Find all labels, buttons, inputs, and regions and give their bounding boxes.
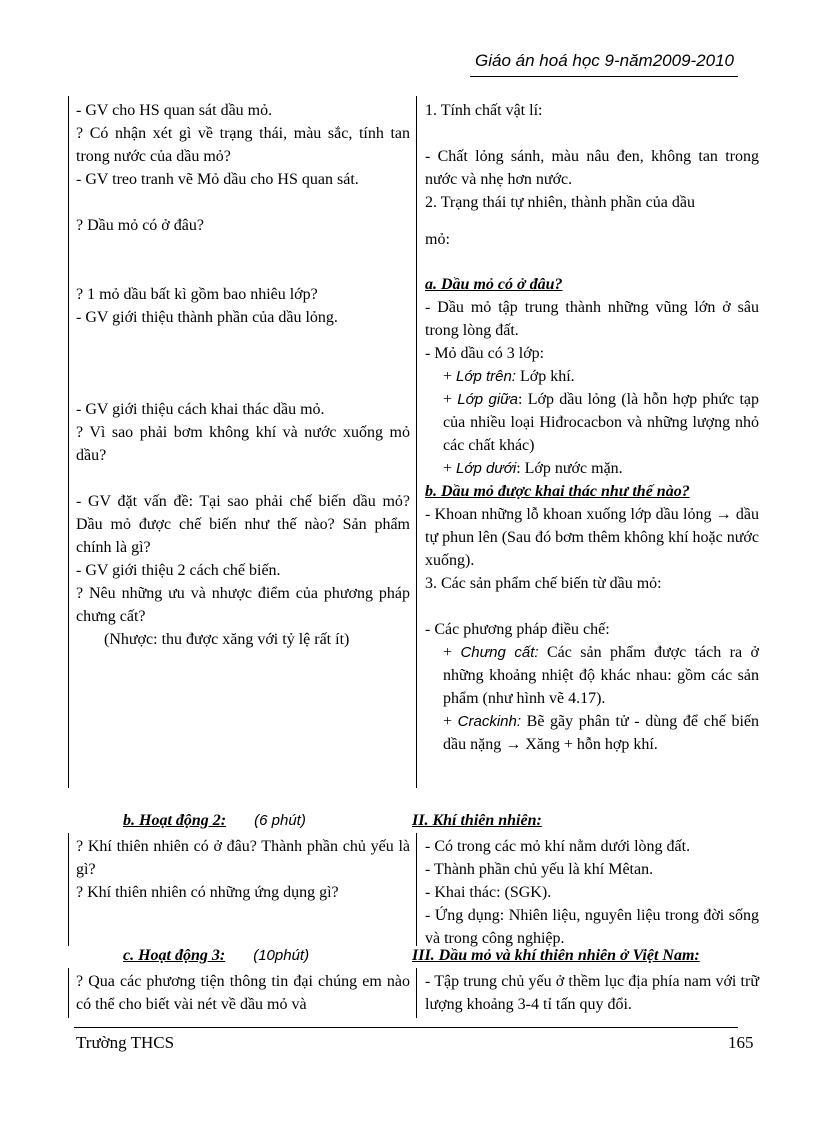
section1-teacher-column bbox=[76, 99, 410, 651]
table-left-border bbox=[68, 833, 69, 946]
section1-left-line: ? Dầu mỏ có ở đâu? bbox=[76, 217, 204, 234]
layer-bottom-line bbox=[425, 457, 759, 480]
table-column-divider bbox=[416, 968, 417, 1018]
layer-label: Lớp giữa bbox=[457, 391, 519, 408]
section1-right-line: mỏ: bbox=[425, 231, 450, 248]
activity2-right-line: - Có trong các mỏ khí nằm dưới lòng đất. bbox=[425, 838, 691, 855]
section1-left-line: ? Nêu những ưu và nhược điểm của phương pháp chưng cất? bbox=[76, 585, 410, 625]
activity2-title bbox=[123, 812, 306, 830]
method-label: Chưng cất: bbox=[460, 644, 539, 661]
layer-label: Lớp trên: bbox=[456, 368, 516, 385]
activity2-right-line: - Ứng dụng: Nhiên liệu, nguyên liệu trong đời sống và trong công nghiệp. bbox=[425, 907, 759, 947]
section1-left-line: - GV cho HS quan sát dầu mỏ. bbox=[76, 102, 273, 119]
section1-left-line: - GV đặt vấn đề: Tại sao phải chế biến dầu mỏ? Dầu mỏ được chế biến như thế nào? Sản phẩm chính là gì? bbox=[76, 493, 410, 556]
activity2-time: (6 phút) bbox=[254, 812, 306, 829]
method-cracking bbox=[425, 710, 759, 756]
subheading-a bbox=[425, 273, 759, 296]
section1-right-line: - Các phương pháp điều chế: bbox=[425, 621, 610, 638]
method-text: Bẽ gãy phân tử - dùng để chế biến dầu nặng → Xăng + hỗn hợp khí. bbox=[443, 713, 759, 753]
layer-text: : Lớp nước mặn. bbox=[516, 460, 623, 477]
section1-left-line: - GV treo tranh vẽ Mỏ dầu cho HS quan sát. bbox=[76, 171, 359, 188]
method-distillation bbox=[425, 641, 759, 710]
footer-rule bbox=[74, 1027, 738, 1028]
section1-left-line: (Nhược: thu được xăng với tỷ lệ rất ít) bbox=[104, 631, 350, 648]
section1-right-line: - Chất lỏng sánh, màu nâu đen, không tan trong nước và nhẹ hơn nước. bbox=[425, 148, 759, 188]
layer-text: Lớp khí. bbox=[515, 368, 575, 385]
section1-right-line: - Dầu mỏ tập trung thành những vũng lớn ở sâu trong lòng đất. bbox=[425, 299, 759, 339]
table-column-divider bbox=[416, 833, 417, 946]
section1-student-column bbox=[425, 99, 759, 756]
layer-label: Lớp dưới bbox=[456, 460, 517, 477]
bullet: + bbox=[443, 713, 458, 730]
activity2-left-line: ? Khí thiên nhiên có những ứng dụng gì? bbox=[76, 884, 339, 901]
activity3-label: c. Hoạt động 3: bbox=[123, 947, 226, 964]
section1-left-line: ? 1 mỏ dầu bất kì gồm bao nhiêu lớp? bbox=[76, 286, 318, 303]
activity3-left-line: ? Qua các phương tiện thông tin đại chúng em nào có thể cho biết vài nét về dầu mỏ và bbox=[76, 973, 410, 1013]
section1-right-line: 1. Tính chất vật lí: bbox=[425, 102, 543, 119]
section1-left-line: ? Vì sao phải bơm không khí và nước xuống mỏ dầu? bbox=[76, 424, 410, 464]
footer-school: Trường THCS bbox=[76, 1033, 175, 1052]
activity2-question-column bbox=[76, 835, 410, 904]
method-label: Crackinh: bbox=[457, 713, 522, 730]
section1-right-line: 2. Trạng thái tự nhiên, thành phần của dầu bbox=[425, 194, 695, 211]
bullet: + bbox=[443, 644, 461, 661]
section1-right-line: - Khoan những lỗ khoan xuống lớp dầu lỏng → dầu tự phun lên (Sau đó bơm thêm không khí hoặc nước xuống). bbox=[425, 506, 759, 569]
subheading-b bbox=[425, 480, 759, 503]
activity3-answer-column bbox=[425, 970, 759, 1016]
table-left-border bbox=[68, 968, 69, 1018]
activity2-left-line: ? Khí thiên nhiên có ở đâu? Thành phần chủ yếu là gì? bbox=[76, 838, 410, 878]
activity3-right-line: - Tập trung chủ yếu ở thềm lục địa phía nam với trữ lượng khoảng 3-4 tỉ tấn quy đổi. bbox=[425, 973, 759, 1013]
section1-left-line: - GV giới thiệu thành phần của dầu lỏng. bbox=[76, 309, 338, 326]
bullet: + bbox=[443, 460, 457, 477]
table-column-divider bbox=[416, 96, 417, 788]
method-text: Các sản phẩm được tách ra ở những khoảng nhiệt độ khác nhau: gồm các sản phẩm (như hình vẽ 4.17). bbox=[443, 644, 759, 707]
activity2-heading: II. Khí thiên nhiên: bbox=[412, 812, 542, 829]
header-underline bbox=[470, 76, 738, 77]
table-left-border bbox=[68, 96, 69, 788]
page-number: 165 bbox=[728, 1033, 754, 1052]
layer-middle-line bbox=[425, 388, 759, 457]
section1-left-line: ? Có nhận xét gì về trạng thái, màu sắc, tính tan trong nước của dầu mỏ? bbox=[76, 125, 410, 165]
activity2-right-line: - Thành phần chủ yếu là khí Mêtan. bbox=[425, 861, 654, 878]
section1-right-line: 3. Các sản phẩm chế biến từ dầu mỏ: bbox=[425, 575, 662, 592]
subheading-b-text: b. Dầu mỏ được khai thác như thế nào? bbox=[425, 483, 690, 500]
activity2-answer-column bbox=[425, 835, 759, 950]
bullet: + bbox=[443, 391, 458, 408]
bullet: + bbox=[443, 368, 457, 385]
section1-left-line: - GV giới thiệu 2 cách chế biến. bbox=[76, 562, 281, 579]
page-header: Giáo án hoá học 9-năm2009-2010 bbox=[475, 51, 734, 70]
subheading-a-text: a. Dầu mỏ có ở đâu? bbox=[425, 276, 563, 293]
activity3-time: (10phút) bbox=[253, 947, 310, 964]
activity2-label: b. Hoạt động 2: bbox=[123, 812, 227, 829]
activity3-heading: III. Dầu mỏ và khí thiên nhiên ở Việt Nam: bbox=[412, 947, 700, 964]
section1-right-line: - Mỏ dầu có 3 lớp: bbox=[425, 345, 545, 362]
section1-left-line: - GV giới thiệu cách khai thác dầu mỏ. bbox=[76, 401, 325, 418]
activity3-title bbox=[123, 947, 309, 965]
activity3-question-column bbox=[76, 970, 410, 1016]
activity2-right-line: - Khai thác: (SGK). bbox=[425, 884, 552, 901]
layer-top-line bbox=[425, 365, 759, 388]
layer-text: : Lớp dầu lỏng (là hỗn hợp phức tạp của nhiều loại Hiđrocacbon và những lượng nhỏ các chất khác) bbox=[443, 391, 759, 454]
